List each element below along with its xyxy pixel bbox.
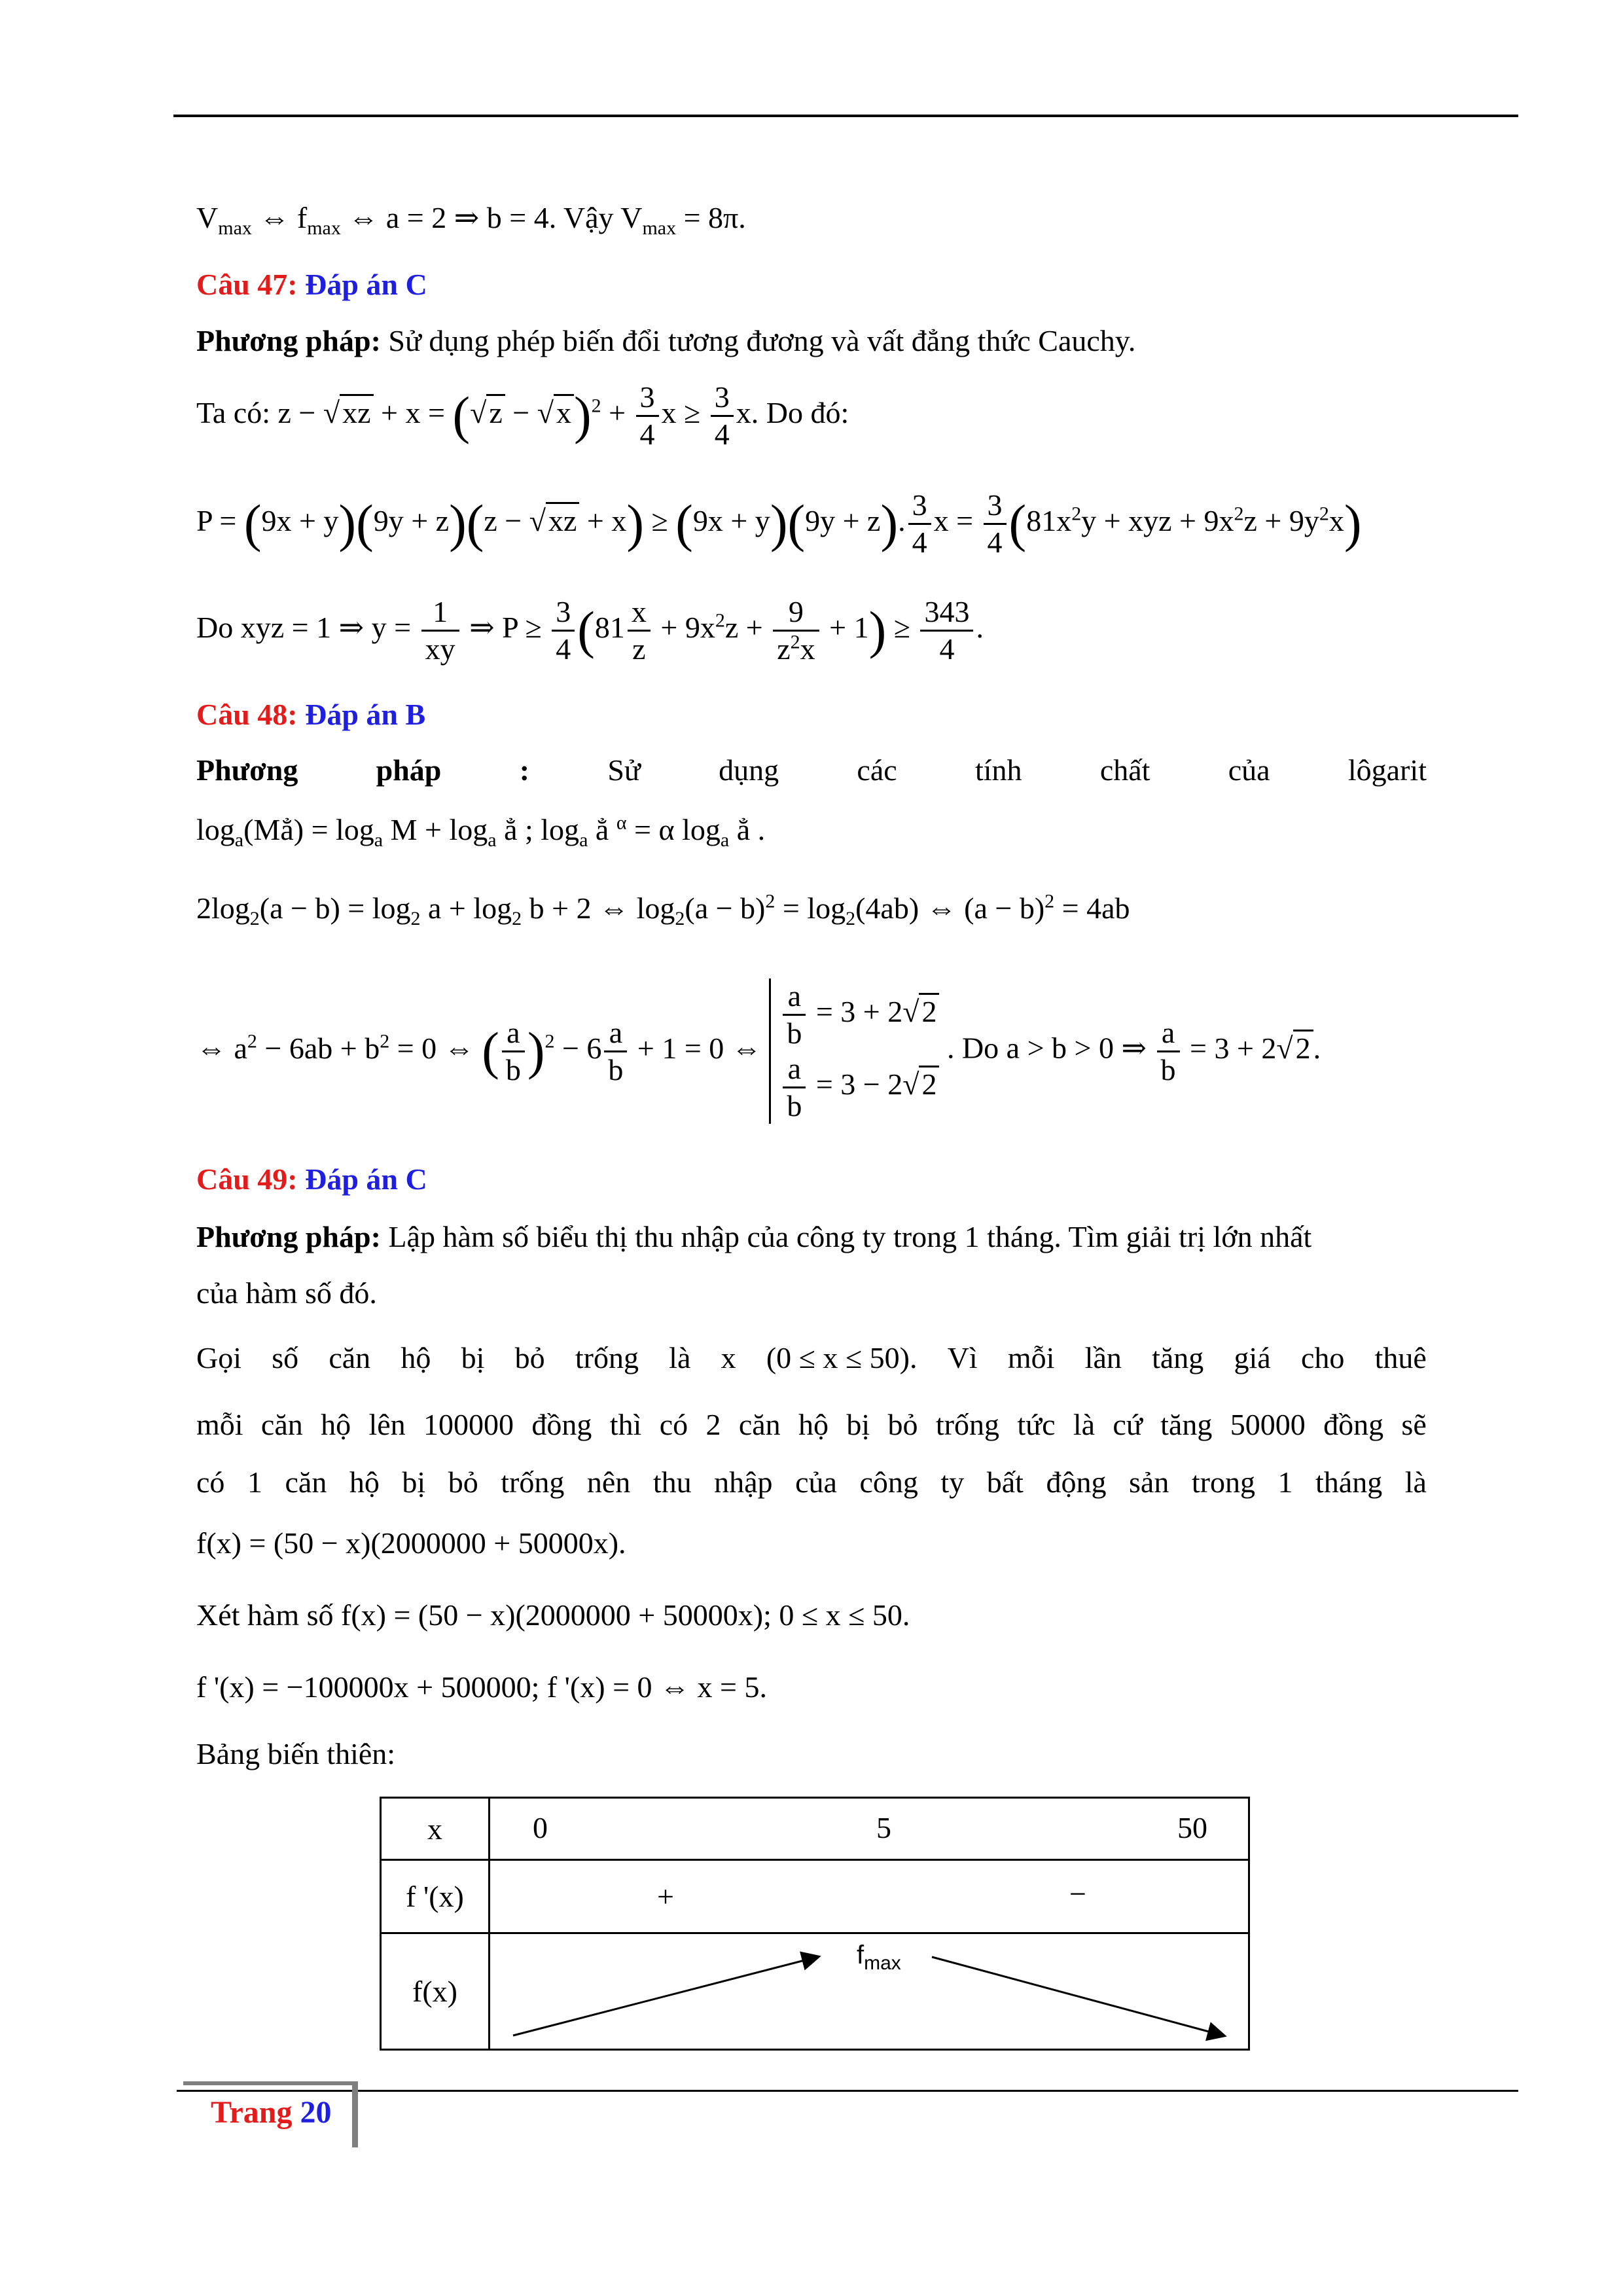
- para2-word: là: [1073, 1408, 1096, 1441]
- page-num: 20: [300, 2095, 332, 2130]
- q49-method-text-1: Lập hàm số biểu thị thu nhập của công ty trong 1 tháng. Tìm giải trị lớn nhất: [388, 1220, 1312, 1253]
- para3-word: động: [1046, 1465, 1107, 1499]
- para3-word: là: [1404, 1465, 1427, 1499]
- q48-do-text: . Do a > b > 0 ⇒: [946, 1031, 1147, 1065]
- para2-word: trống: [935, 1408, 999, 1441]
- q48-w6: tính: [974, 753, 1022, 787]
- para1-word: x: [721, 1341, 736, 1374]
- q49-para-1: [196, 1340, 1427, 1375]
- q47-answer: Đáp án C: [305, 268, 427, 301]
- q49-para-3: [196, 1465, 1427, 1499]
- q48-number: Câu 48:: [196, 698, 298, 731]
- para1-word: tăng: [1152, 1341, 1204, 1374]
- q49-bbt-label: Bảng biến thiên:: [196, 1737, 396, 1770]
- para3-word: của: [795, 1465, 837, 1499]
- q48-answer: Đáp án B: [305, 698, 426, 731]
- q48-w3: Sử: [607, 753, 641, 787]
- q49-method: [196, 1219, 1311, 1255]
- q49-xet-func: f(x) = (50 − x)(2000000 + 50000x); 0 ≤ x ≤ 50.: [341, 1598, 910, 1632]
- q48-w7: chất: [1099, 753, 1150, 787]
- q49-number: Câu 49:: [196, 1162, 298, 1196]
- q47-ineq-1: $z - √xz + x = (√z - √x)^2$ + $\frac{3}{4}$ x ≥ $\frac{3}{4}$ x.: [277, 380, 759, 451]
- q47-p-ineq: P = (9x + y)(9y + z)(z − √xz + x) ≥ (9x + y)(9y + z). $\frac{3}{4}$ x = $\frac{3}{4}$ ($81x^2y$ + xyz + $9x^2z + 9y^2x$): [196, 488, 1362, 559]
- para3-word: 1: [247, 1465, 262, 1499]
- q47-ta-co: Ta có:: [196, 396, 271, 430]
- para2-word: sẽ: [1401, 1408, 1427, 1441]
- para1-word: Gọi: [196, 1341, 241, 1374]
- para2-word: căn: [738, 1408, 781, 1441]
- para3-word: sản: [1129, 1465, 1169, 1499]
- q49-derivative: f '(x) = −100000x + 500000; f '(x) = 0 ⇔ x = 5.: [196, 1670, 767, 1704]
- q49-xet-line: [196, 1597, 910, 1634]
- q47-method: [196, 323, 1135, 359]
- vmax-equivalence: $V_{max}$ ⇔ $f_{max}$ ⇔ a = 2 ⇒ b = 4.: [196, 201, 557, 240]
- q47-title: [196, 267, 427, 302]
- q48-eq2-line: [196, 978, 1321, 1124]
- variation-table: [380, 1797, 1250, 2051]
- q48-log-rule: $\log_a(Mẳ) = \log_a M + \log_a$ ẳ ; $\log_a$ ẳ $^\alpha$ = α $\log_a$ ẳ .: [196, 812, 766, 852]
- para2-word: mỗi: [196, 1408, 243, 1441]
- para3-word: căn: [285, 1465, 327, 1499]
- page-label: Trang: [211, 2095, 293, 2130]
- row-fprime-signs: [490, 1860, 1249, 1933]
- q49-fx-def: f(x) = (50 − x)(2000000 + 50000x).: [196, 1526, 626, 1560]
- table-row-x: [381, 1798, 1249, 1860]
- q48-w0: Phương: [196, 753, 298, 787]
- x-val-50: 50: [1177, 1811, 1207, 1844]
- q48-w4: dụng: [719, 753, 779, 787]
- vmax-result: $V_{max} = 8\pi$.: [620, 201, 746, 240]
- para1-word: thuê: [1374, 1341, 1427, 1374]
- para3-word: ty: [940, 1465, 965, 1499]
- page-number: [211, 2094, 331, 2130]
- para2-word: cứ: [1113, 1408, 1143, 1441]
- q48-title: [196, 697, 425, 732]
- q47-do-do: Do đó:: [766, 396, 849, 430]
- para3-word: trống: [501, 1465, 565, 1499]
- para2-word: đồng: [531, 1408, 592, 1441]
- q47-ta-co-line: [196, 380, 849, 452]
- variation-arrows: [490, 1934, 1249, 2051]
- q48-w1: pháp: [376, 753, 442, 787]
- q48-w5: các: [857, 753, 897, 787]
- q47-final-ineq: $\frac{1}{xy}$ ⇒ P ≥ $\frac{3}{4}$ (81 $\frac{x}{z}$ + $9x^2z$ + $\frac{9}{z^2x}$ + 1) ≥ $\frac{343}{4}$ .: [419, 611, 984, 644]
- sign-minus: −: [1069, 1877, 1086, 1910]
- q47-xyz-line: [196, 594, 984, 667]
- para2-word: tức: [1017, 1408, 1056, 1441]
- para2-word: thì: [609, 1408, 642, 1441]
- table-row-f: [381, 1933, 1249, 2050]
- q49-title: [196, 1162, 427, 1196]
- para1-word: mỗi: [1007, 1341, 1055, 1374]
- para1-word: bỏ: [514, 1341, 545, 1374]
- para2-word: tăng: [1160, 1408, 1213, 1441]
- row-x-values: [490, 1798, 1249, 1860]
- para1-word: bị: [461, 1341, 485, 1374]
- para1-word: giá: [1234, 1341, 1271, 1374]
- q49-method-label: Phương pháp:: [196, 1220, 381, 1253]
- para1-word: trống: [575, 1341, 639, 1374]
- q47-do-xyz: Do xyz = 1 ⇒ y =: [196, 611, 412, 645]
- q49-xet-label: Xét hàm số: [196, 1598, 334, 1632]
- para1-word: số: [272, 1341, 299, 1374]
- para3-word: tháng: [1315, 1465, 1383, 1499]
- row-f-header: f(x): [381, 1933, 490, 2050]
- fmax-label: $f_{max}$: [857, 1941, 901, 1974]
- q47-number: Câu 47:: [196, 268, 298, 301]
- para3-word: hộ: [349, 1465, 380, 1499]
- para3-word: thu: [652, 1465, 692, 1499]
- para2-word: 100000: [423, 1408, 514, 1441]
- q48-w2: :: [519, 753, 530, 787]
- q47-method-text: Sử dụng phép biến đổi tương đương và vất đẳng thức Cauchy.: [388, 324, 1136, 357]
- sign-plus: +: [657, 1880, 674, 1913]
- x-val-0: 0: [533, 1811, 548, 1844]
- para3-word: bị: [402, 1465, 426, 1499]
- q48-cases: $\frac{a}{b}$ = 3 + 2√2 $\frac{a}{b}$ = 3 − 2√2: [769, 978, 939, 1124]
- para3-word: có: [196, 1465, 225, 1499]
- para2-word: 2: [705, 1408, 721, 1441]
- para2-word: hộ: [321, 1408, 351, 1441]
- para1-word: lần: [1084, 1341, 1122, 1374]
- decreasing-arrow: [932, 1957, 1223, 2036]
- para2-word: căn: [260, 1408, 303, 1441]
- para3-word: công: [859, 1465, 918, 1499]
- para3-word: nên: [586, 1465, 631, 1499]
- q48-w8: của: [1228, 753, 1270, 787]
- row-f-variation: [490, 1933, 1249, 2050]
- q48-eq2: ⇔ $a^2 - 6ab + b^2 = 0$ ⇔ ( $\frac{a}{b}$ )$^2$ − 6 $\frac{a}{b}$ + 1 = 0 ⇔: [196, 1015, 770, 1086]
- para2-word: có: [659, 1408, 688, 1441]
- para1-word: Vì: [947, 1341, 978, 1374]
- header-rule: [173, 115, 1518, 117]
- para1-word: cho: [1300, 1341, 1345, 1374]
- vmax-line: [196, 200, 746, 240]
- para2-word: lên: [368, 1408, 406, 1441]
- para3-word: trong: [1191, 1465, 1255, 1499]
- q47-method-label: Phương pháp:: [196, 324, 381, 357]
- q48-result: $\frac{a}{b}$ = 3 + 2√2.: [1154, 1031, 1321, 1065]
- row-x-header: x: [381, 1798, 490, 1860]
- para2-word: đồng: [1323, 1408, 1384, 1441]
- q49-para-2: [196, 1407, 1427, 1442]
- para1-word: hộ: [401, 1341, 431, 1374]
- para2-word: 50000: [1230, 1408, 1306, 1441]
- q48-eq1: $2\log_2(a - b) = \log_2 a + \log_2 b + 2$ ⇔ $\log_2(a - b)^2 = \log_2(4ab)$ ⇔ $(a - b)^2 = 4ab$: [196, 890, 1130, 930]
- q49-method-text-2: của hàm số đó.: [196, 1276, 377, 1310]
- para3-word: nhập: [714, 1465, 773, 1499]
- para1-word: (0 ≤ x ≤ 50).: [766, 1341, 918, 1374]
- para2-word: bị: [846, 1408, 870, 1441]
- q48-method-line: [196, 753, 1427, 787]
- row-fprime-header: f '(x): [381, 1860, 490, 1933]
- table-row-fprime: [381, 1860, 1249, 1933]
- q49-answer: Đáp án C: [305, 1162, 427, 1196]
- para2-word: hộ: [798, 1408, 829, 1441]
- para1-word: là: [669, 1341, 691, 1374]
- para3-word: 1: [1277, 1465, 1293, 1499]
- para2-word: bỏ: [887, 1408, 918, 1441]
- q48-w9: lôgarit: [1347, 753, 1427, 787]
- q47-p-line: [196, 488, 1362, 560]
- para3-word: bất: [986, 1465, 1024, 1499]
- para1-word: căn: [329, 1341, 371, 1374]
- increasing-arrow: [513, 1957, 817, 2036]
- para3-word: bỏ: [448, 1465, 478, 1499]
- x-val-5: 5: [876, 1811, 891, 1844]
- footer-rule: [177, 2090, 1518, 2092]
- vmax-text: Vậy: [563, 201, 614, 234]
